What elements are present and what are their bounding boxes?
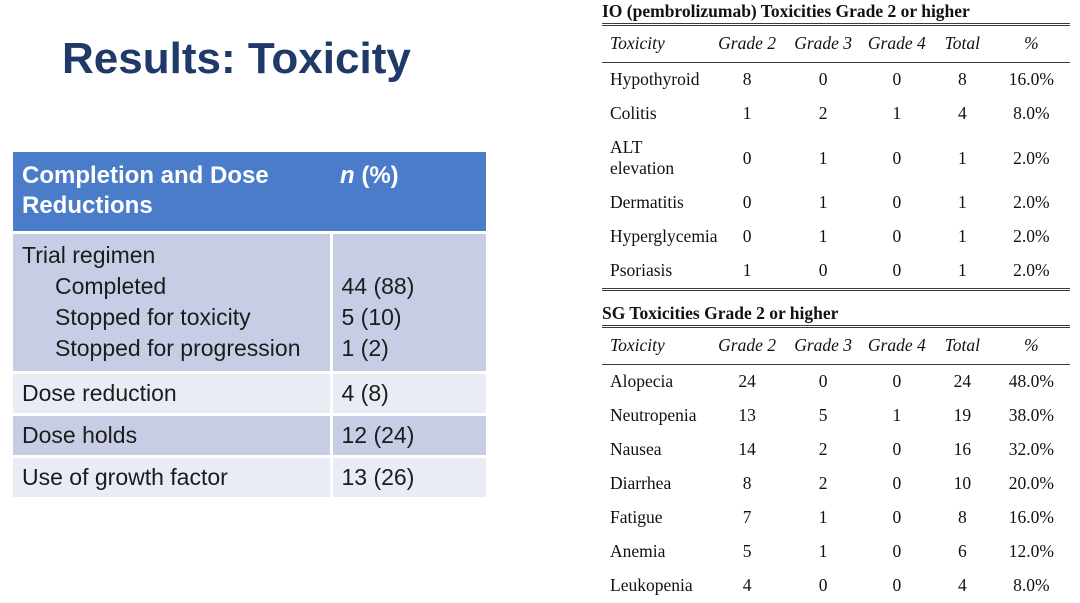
toxicity-name-cell: Alopecia — [610, 371, 674, 391]
table-row-dose-reduction — [13, 373, 486, 415]
table-row — [602, 63, 1070, 98]
completed-value: 44 (88) — [341, 273, 415, 299]
col-header-grade2: Grade 2 — [710, 26, 785, 63]
trial-regimen-values — [331, 233, 486, 373]
grade4-cell: 0 — [892, 260, 902, 280]
grade3-cell: 2 — [818, 473, 828, 493]
io-toxicity-section — [602, 2, 1070, 291]
toxicity-name-cell: ALT elevation — [610, 137, 675, 178]
percent-cell: 2.0% — [1013, 147, 1050, 168]
col-header-toxicity: Toxicity — [602, 26, 710, 63]
toxicity-name-cell: Leukopenia — [610, 575, 693, 595]
percent-cell: 12.0% — [1008, 541, 1054, 561]
percent-cell: 48.0% — [1008, 371, 1054, 391]
total-cell: 10 — [953, 473, 972, 493]
growth-factor-value: 13 (26) — [331, 457, 486, 498]
total-cell: 1 — [957, 147, 967, 168]
grade2-cell: 14 — [738, 439, 756, 459]
grade4-cell: 0 — [892, 192, 902, 212]
toxicity-name-cell: Psoriasis — [610, 260, 673, 280]
dose-holds-label: Dose holds — [13, 415, 331, 457]
percent-cell: 16.0% — [1008, 507, 1054, 527]
total-cell: 4 — [957, 103, 967, 123]
grade2-cell: 13 — [738, 405, 756, 425]
total-cell: 6 — [957, 541, 967, 561]
trial-regimen-labels — [13, 233, 331, 373]
col-header-percent: % — [993, 328, 1070, 365]
sg-table-header-row — [602, 328, 1070, 365]
io-table-header-row — [602, 26, 1070, 63]
total-cell: 8 — [957, 69, 967, 89]
sg-toxicity-section — [602, 304, 1070, 603]
stopped-progression-label: Stopped for progression — [55, 335, 301, 361]
col-header-percent: % — [993, 26, 1070, 63]
grade2-cell: 8 — [742, 473, 752, 493]
percent-cell: 2.0% — [1013, 226, 1050, 246]
percent-cell: 20.0% — [1008, 473, 1054, 493]
total-cell: 8 — [957, 507, 967, 527]
total-cell: 19 — [953, 405, 972, 425]
grade4-cell: 0 — [892, 575, 902, 595]
table-row-dose-holds — [13, 415, 486, 457]
table-row — [602, 254, 1070, 290]
toxicity-name-cell: Fatigue — [610, 507, 663, 527]
grade3-cell: 1 — [818, 192, 828, 212]
grade3-cell: 2 — [818, 439, 828, 459]
table-row — [602, 569, 1070, 603]
total-cell: 1 — [957, 260, 967, 280]
percent-cell: 2.0% — [1013, 260, 1050, 280]
stopped-toxicity-label: Stopped for toxicity — [55, 304, 251, 330]
trial-regimen-label: Trial regimen — [22, 242, 156, 268]
grade3-cell: 1 — [818, 147, 828, 168]
percent-cell: 32.0% — [1008, 439, 1054, 459]
table-row — [602, 365, 1070, 400]
toxicity-name-cell: Dermatitis — [610, 192, 684, 212]
toxicity-name-cell: Neutropenia — [610, 405, 697, 425]
n-percent-header — [331, 152, 486, 233]
col-header-grade4: Grade 4 — [862, 328, 932, 365]
sg-toxicity-table — [602, 328, 1070, 603]
table-row — [602, 467, 1070, 501]
completion-dose-table — [13, 152, 486, 497]
percent-cell: 8.0% — [1013, 103, 1050, 123]
col-header-total: Total — [932, 328, 993, 365]
grade4-cell: 0 — [892, 473, 902, 493]
grade3-cell: 0 — [818, 69, 828, 89]
toxicity-name-cell: Hypothyroid — [610, 69, 700, 89]
grade2-cell: 0 — [742, 147, 752, 168]
table-row — [602, 433, 1070, 467]
grade3-cell: 1 — [818, 541, 828, 561]
grade2-cell: 0 — [742, 226, 752, 246]
table-row — [602, 220, 1070, 254]
grade4-cell: 1 — [892, 405, 902, 425]
toxicity-name-cell: Anemia — [610, 541, 666, 561]
grade3-cell: 1 — [818, 226, 828, 246]
grade4-cell: 0 — [892, 147, 902, 168]
grade4-cell: 0 — [892, 439, 902, 459]
grade3-cell: 1 — [818, 507, 828, 527]
total-cell: 24 — [953, 371, 972, 391]
toxicity-tables-panel — [602, 2, 1070, 603]
percent-cell: 2.0% — [1013, 192, 1050, 212]
dose-reduction-value: 4 (8) — [331, 373, 486, 415]
grade4-cell: 0 — [892, 541, 902, 561]
dose-reduction-label: Dose reduction — [13, 373, 331, 415]
grade2-cell: 8 — [742, 69, 752, 89]
grade2-cell: 1 — [742, 260, 752, 280]
col-header-grade3: Grade 3 — [785, 26, 862, 63]
io-toxicity-table — [602, 26, 1070, 291]
grade2-cell: 0 — [742, 192, 752, 212]
sg-table-title: SG Toxicities Grade 2 or higher — [602, 304, 1070, 328]
n-symbol: n — [340, 162, 355, 189]
table-row — [602, 501, 1070, 535]
total-cell: 4 — [957, 575, 967, 595]
grade4-cell: 0 — [892, 69, 902, 89]
table-row-growth-factor — [13, 457, 486, 498]
grade4-cell: 0 — [892, 371, 902, 391]
table-row — [602, 399, 1070, 433]
col-header-grade2: Grade 2 — [710, 328, 785, 365]
table-row — [602, 535, 1070, 569]
total-cell: 16 — [953, 439, 972, 459]
grade3-cell: 5 — [818, 405, 828, 425]
growth-factor-label: Use of growth factor — [13, 457, 331, 498]
table-row-trial-regimen — [13, 233, 486, 373]
io-table-title: IO (pembrolizumab) Toxicities Grade 2 or higher — [602, 2, 1070, 26]
percent-cell: 38.0% — [1008, 405, 1054, 425]
grade2-cell: 4 — [742, 575, 752, 595]
dose-holds-value: 12 (24) — [331, 415, 486, 457]
grade3-cell: 0 — [818, 575, 828, 595]
col-header-total: Total — [932, 26, 993, 63]
grade2-cell: 24 — [738, 371, 756, 391]
col-header-grade4: Grade 4 — [862, 26, 932, 63]
grade3-cell: 0 — [818, 260, 828, 280]
stopped-toxicity-value: 5 (10) — [341, 304, 402, 330]
completion-header-label: Completion and Dose Reductions — [13, 152, 331, 233]
col-header-grade3: Grade 3 — [785, 328, 862, 365]
grade4-cell: 1 — [892, 103, 902, 123]
grade2-cell: 7 — [742, 507, 752, 527]
table-row — [602, 131, 1070, 186]
table-row — [602, 97, 1070, 131]
grade2-cell: 5 — [742, 541, 752, 561]
grade4-cell: 0 — [892, 226, 902, 246]
completed-label: Completed — [55, 273, 167, 299]
toxicity-name-cell: Hyperglycemia — [610, 226, 718, 246]
col-header-toxicity: Toxicity — [602, 328, 710, 365]
grade3-cell: 0 — [818, 371, 828, 391]
grade4-cell: 0 — [892, 507, 902, 527]
grade3-cell: 2 — [818, 103, 828, 123]
total-cell: 1 — [957, 192, 967, 212]
page-title: Results: Toxicity — [62, 34, 411, 83]
toxicity-name-cell: Colitis — [610, 103, 657, 123]
percent-cell: 8.0% — [1013, 575, 1050, 595]
toxicity-name-cell: Nausea — [610, 439, 662, 459]
percent-symbol: (%) — [361, 162, 399, 189]
blank-value — [342, 240, 483, 271]
percent-cell: 16.0% — [1008, 69, 1054, 89]
total-cell: 1 — [957, 226, 967, 246]
table-row — [602, 186, 1070, 220]
completion-table-header-row — [13, 152, 486, 233]
grade2-cell: 1 — [742, 103, 752, 123]
toxicity-name-cell: Diarrhea — [610, 473, 672, 493]
stopped-progression-value: 1 (2) — [341, 335, 389, 361]
